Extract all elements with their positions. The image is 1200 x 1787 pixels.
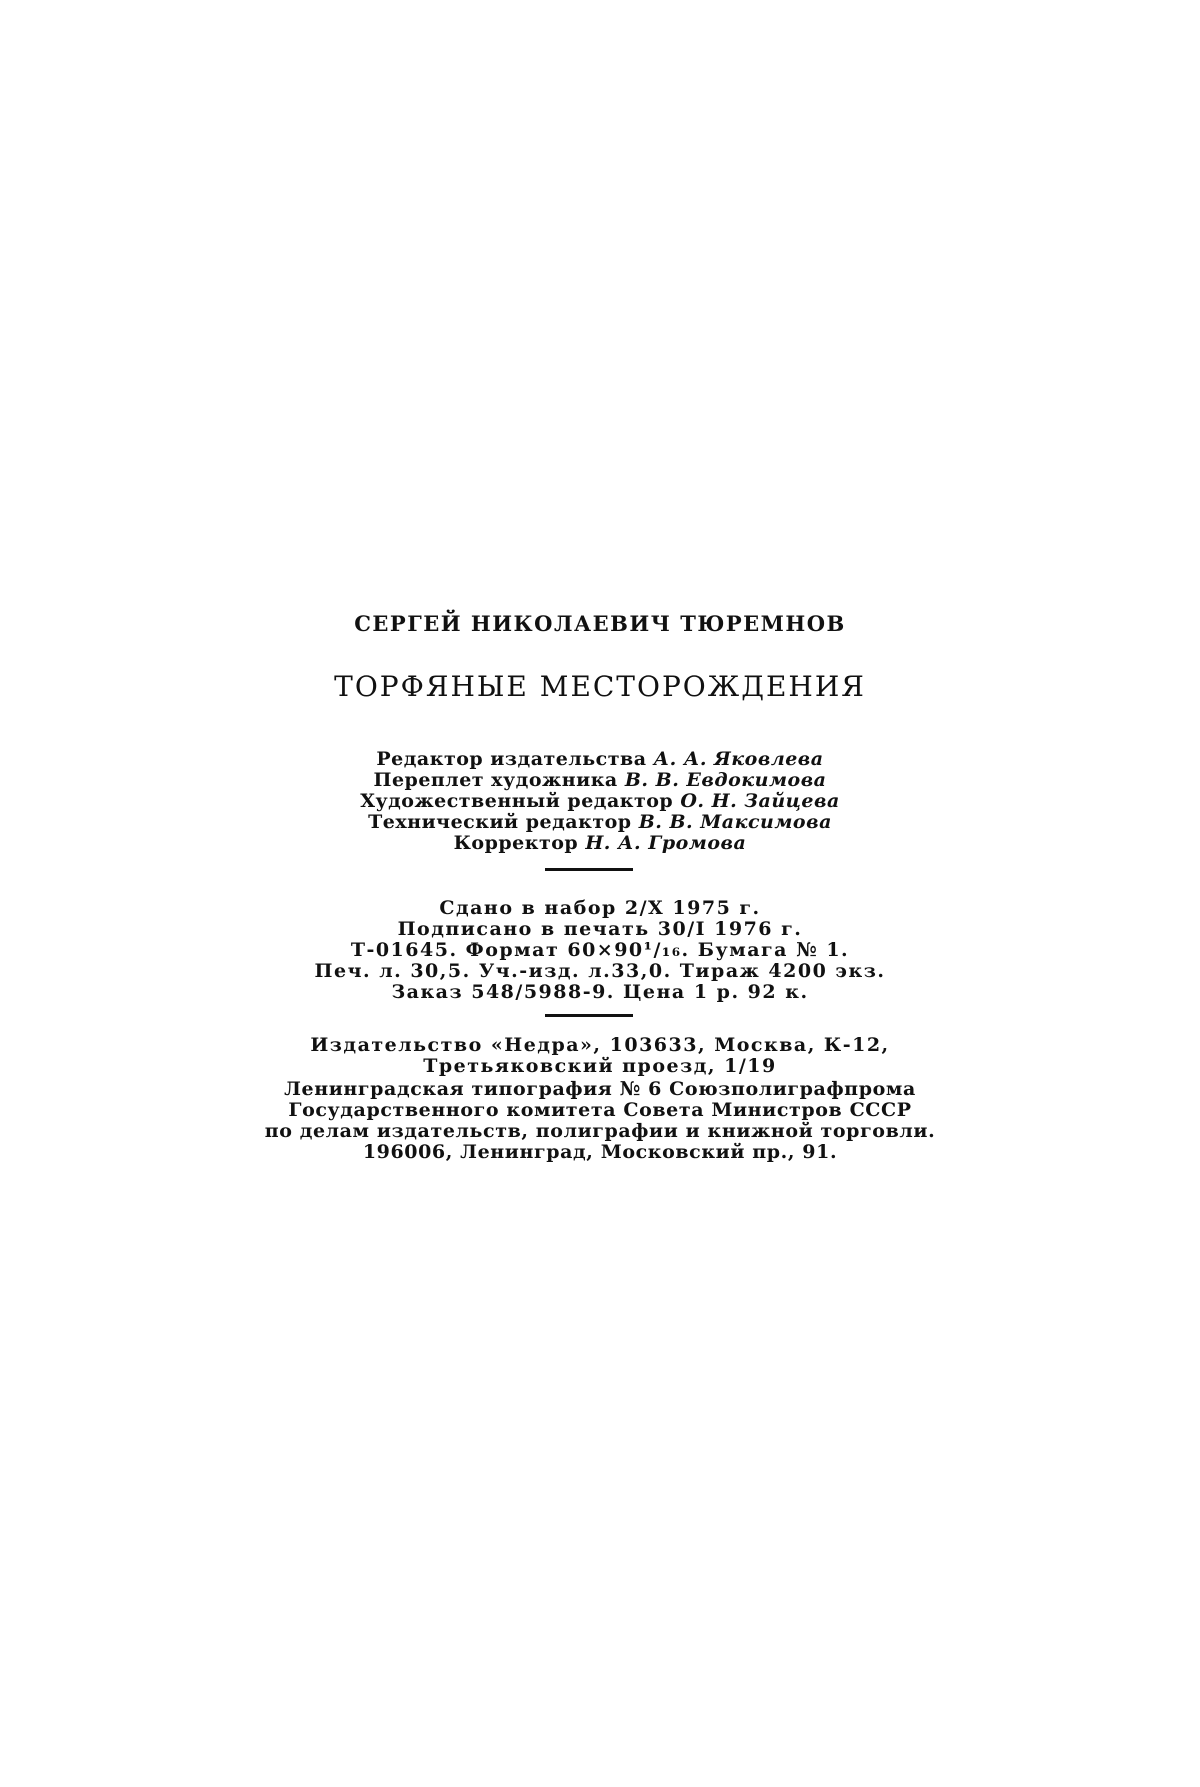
printing-line: Сдано в набор 2/X 1975 г.	[439, 897, 761, 919]
credit-name: Н. А. Громова	[585, 832, 747, 854]
publisher-line: Третьяковский проезд, 1/19	[423, 1055, 777, 1077]
credit-name: О. Н. Зайцева	[680, 790, 840, 812]
credit-role: Художественный редактор	[360, 790, 674, 812]
credit-role: Технический редактор	[368, 811, 632, 833]
printer-line: Государственного комитета Совета Министров СССР	[288, 1099, 912, 1121]
printing-line: Т-01645. Формат 60×90¹/₁₆. Бумага № 1.	[350, 939, 850, 961]
credit-line	[0, 834, 1200, 853]
printer-line: Ленинградская типография № 6 Союзполиграфпрома	[284, 1078, 916, 1100]
author-name: СЕРГЕЙ НИКОЛАЕВИЧ ТЮРЕМНОВ	[354, 611, 846, 636]
credit-line	[0, 750, 1200, 769]
printer-line: по делам издательств, полиграфии и книжной торговли.	[264, 1120, 936, 1142]
printing-line: Подписано в печать 30/I 1976 г.	[397, 918, 803, 940]
publisher-line: Издательство «Недра», 103633, Москва, К-12,	[310, 1034, 890, 1056]
section-divider	[545, 1014, 633, 1017]
credit-role: Переплет художника	[373, 769, 618, 791]
credit-name: В. В. Максимова	[638, 811, 832, 833]
credit-name: В. В. Евдокимова	[624, 769, 827, 791]
credit-line	[0, 792, 1200, 811]
credit-line	[0, 813, 1200, 832]
printing-line: Печ. л. 30,5. Уч.-изд. л.33,0. Тираж 4200 экз.	[314, 960, 886, 982]
printer-line: 196006, Ленинград, Московский пр., 91.	[362, 1141, 838, 1163]
credit-name: А. А. Яковлева	[653, 748, 824, 770]
book-title: ТОРФЯНЫЕ МЕСТОРОЖДЕНИЯ	[334, 670, 866, 703]
printing-line: Заказ 548/5988-9. Цена 1 р. 92 к.	[391, 981, 809, 1003]
credit-role: Редактор издательства	[376, 748, 647, 770]
section-divider	[545, 868, 633, 871]
credit-role: Корректор	[453, 832, 579, 854]
credit-line	[0, 771, 1200, 790]
